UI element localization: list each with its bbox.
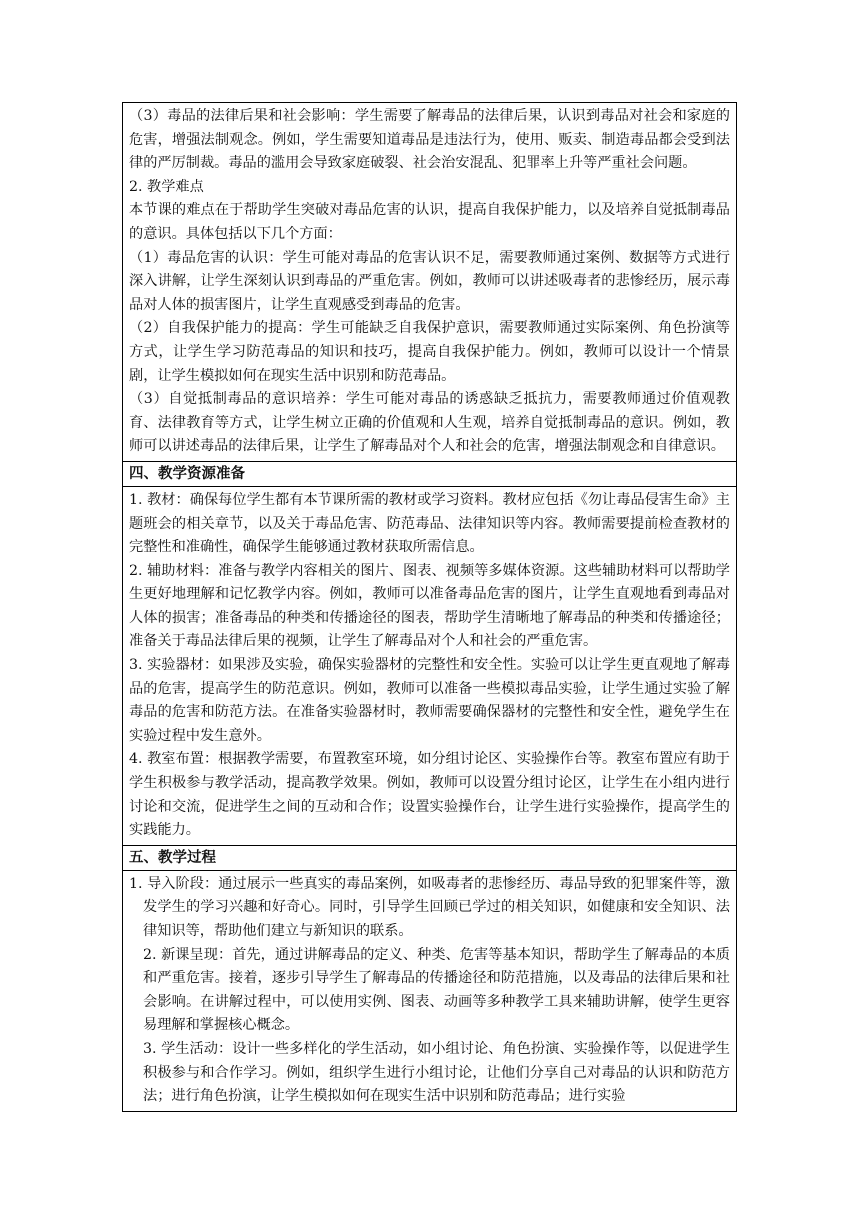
resource-item-3: 3. 实验器材：如果涉及实验，确保实验器材的完整性和安全性。实验可以让学生更直观地了解毒品的危害，提高学生的防范意识。例如，教师可以准备一些模拟毒品实验，让学生通过实验了解毒品的危害和防范方法。在准备实验器材时，教师需要确保器材的完整性和安全性，避免学生在实验过程中发生意外。 bbox=[129, 657, 730, 744]
table-row bbox=[123, 461, 737, 486]
process-step-2: 2. 新课呈现：首先，通过讲解毒品的定义、种类、危害等基本知识，帮助学生了解毒品的本质和严重危害。接着，逐步引导学生了解毒品的传播途径和防范措施，以及毒品的法律后果和社会影响。在讲解过程中，可以使用实例、图表、动画等多种教学工具来辅助讲解，使学生更容易理解和掌握核心概念。 bbox=[143, 946, 730, 1034]
difficulty-item-2: （2）自我保护能力的提高：学生可能缺乏自我保护意识，需要教师通过实际案例、角色扮演等方式，让学生学习防范毒品的知识和技巧，提高自我保护能力。例如，教师可以设计一个情景剧，让学生模拟如何在现实生活中识别和防范毒品。 bbox=[129, 320, 730, 384]
resource-item-2: 2. 辅助材料：准备与教学内容相关的图片、图表、视频等多媒体资源。这些辅助材料可以帮助学生更好地理解和记忆教学内容。例如，教师可以准备毒品危害的图片，让学生直观地看到毒品对人体的损害；准备毒品的种类和传播途径的图表，帮助学生清晰地了解毒品的种类和传播途径；准备关于毒品法律后果的视频，让学生了解毒品对个人和社会的严重危害。 bbox=[129, 562, 730, 650]
table-row bbox=[123, 845, 737, 870]
process-cell bbox=[123, 870, 737, 1111]
section-header-resources: 四、教学资源准备 bbox=[123, 461, 737, 486]
table-row bbox=[123, 103, 737, 462]
process-step-1: 1. 导入阶段：通过展示一些真实的毒品案例，如吸毒者的悲惨经历、毒品导致的犯罪案件等，激发学生的学习兴趣和好奇心。同时，引导学生回顾已学过的相关知识，如健康和安全知识、法律知识等，帮助他们建立与新知识的联系。 bbox=[129, 875, 730, 939]
focus-difficulty-cell bbox=[123, 103, 737, 462]
process-step-3: 3. 学生活动：设计一些多样化的学生活动，如小组讨论、角色扮演、实验操作等，以促进学生积极参与和合作学习。例如，组织学生进行小组讨论，让他们分享自己对毒品的认识和防范方法；进行角色扮演，让学生模拟如何在现实生活中识别和防范毒品；进行实验 bbox=[143, 1040, 730, 1105]
difficulty-item-1: （1）毒品危害的认识：学生可能对毒品的危害认识不足，需要教师通过案例、数据等方式进行深入讲解，让学生深刻认识到毒品的严重危害。例如，教师可以讲述吸毒者的悲惨经历，展示毒品对人体的损害图片，让学生直观感受到毒品的危害。 bbox=[129, 249, 730, 313]
lesson-plan-table bbox=[122, 102, 737, 1112]
difficulty-intro-paragraph: 本节课的难点在于帮助学生突破对毒品危害的认识，提高自我保护能力，以及培养自觉抵制毒品的意识。具体包括以下几个方面： bbox=[129, 202, 730, 242]
focus-legal-paragraph: （3）毒品的法律后果和社会影响：学生需要了解毒品的法律后果，认识到毒品对社会和家庭的危害，增强法制观念。例如，学生需要知道毒品是违法行为，使用、贩卖、制造毒品都会受到法律的严厉制裁。毒品的滥用会导致家庭破裂、社会治安混乱、犯罪率上升等严重社会问题。 bbox=[129, 108, 730, 172]
resource-item-4: 4. 教室布置：根据教学需要，布置教室环境，如分组讨论区、实验操作台等。教室布置应有助于学生积极参与教学活动，提高教学效果。例如，教师可以设置分组讨论区，让学生在小组内进行讨论和交流，促进学生之间的互动和合作；设置实验操作台，让学生进行实验操作，提高学生的实践能力。 bbox=[129, 751, 730, 839]
resource-item-1: 1. 教材：确保每位学生都有本节课所需的教材或学习资料。教材应包括《勿让毒品侵害生命》主题班会的相关章节，以及关于毒品危害、防范毒品、法律知识等内容。教师需要提前检查教材的完整性和准确性，确保学生能够通过教材获取所需信息。 bbox=[129, 491, 730, 556]
difficulty-heading: 2. 教学难点 bbox=[129, 178, 204, 195]
table-row bbox=[123, 870, 737, 1111]
resources-cell bbox=[123, 486, 737, 845]
table-row bbox=[123, 486, 737, 845]
section-header-process: 五、教学过程 bbox=[123, 845, 737, 870]
difficulty-item-3: （3）自觉抵制毒品的意识培养：学生可能对毒品的诱惑缺乏抵抗力，需要教师通过价值观教育、法律教育等方式，让学生树立正确的价值观和人生观，培养自觉抵制毒品的意识。例如，教师可以讲述毒品的法律后果，让学生了解毒品对个人和社会的危害，增强法制观念和自律意识。 bbox=[129, 391, 730, 455]
